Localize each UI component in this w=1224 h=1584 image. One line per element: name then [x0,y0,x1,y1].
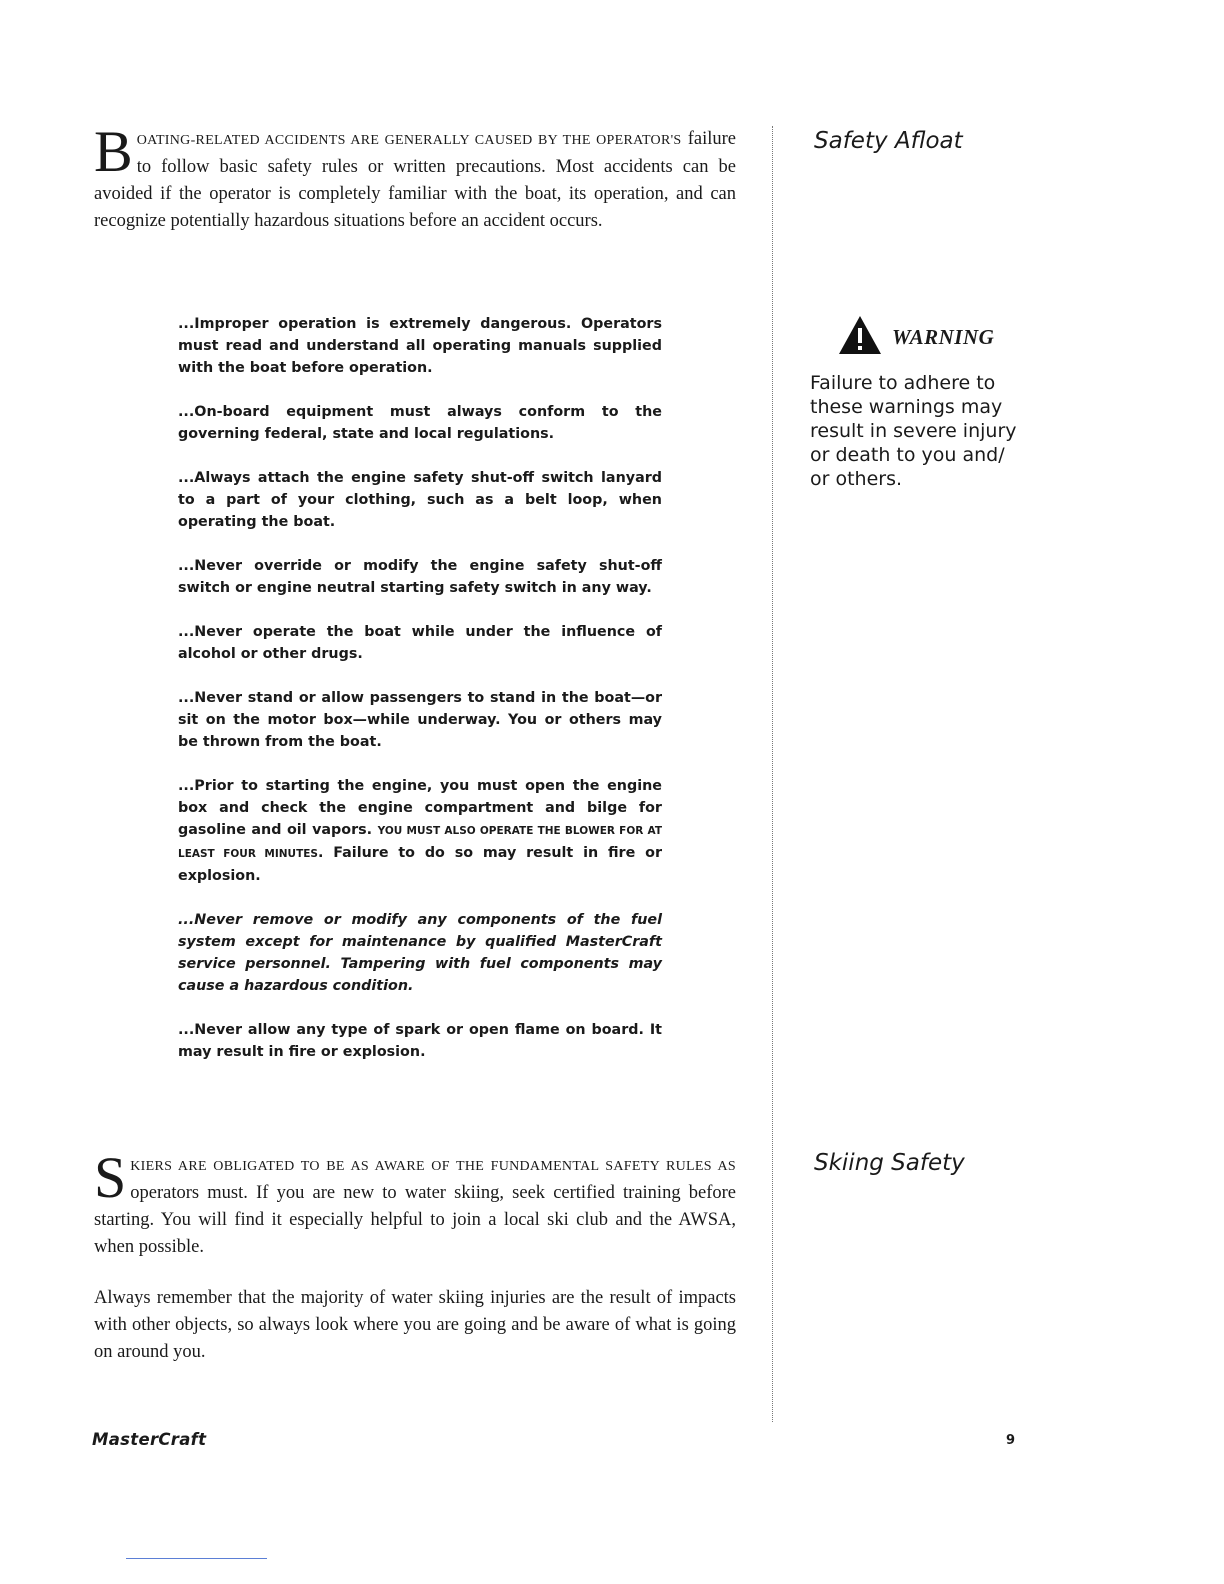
warning-item-lanyard: ...Always attach the engine safety shut-off switch lanyard to a part of your clothing, such as a belt loop, when operating the boat. [178,470,662,530]
skiing-safety-p2: Always remember that the majority of water skiing injuries are the result of impacts with other objects, so always look where you are going and be aware of what is going on around you. [94,1288,736,1362]
warning-item-safety-switch: ...Never override or modify the engine safety shut-off switch or engine neutral starting safety switch in any way. [178,558,662,596]
heading-safety-afloat: Safety Afloat [814,128,963,154]
warning-item-alcohol: ...Never operate the boat while under the influence of alcohol or other drugs. [178,624,662,662]
safety-warnings-list [178,313,662,1085]
column-divider [772,126,773,1422]
bottom-rule [126,1558,267,1559]
skiing-safety-p1 [94,1145,736,1261]
blower-tail: . Failure to do so may result in fire or explosion. [178,845,662,884]
blower-lead: ...Prior to starting the engine, you must open the engine box and check the engine compartment and bilge for gasoline and oil vapors. [178,778,662,838]
safety-afloat-intro [94,119,736,235]
warning-item-onboard-equipment: ...On-board equipment must always conform to the governing federal, state and local regulations. [178,404,662,442]
intro-text: failure to follow basic safety rules or written precautions. Most accidents can be avoided if the operator is completely familiar with the boat, its operation, and can recognize potentially hazardous situations before an accident occurs. [94,129,736,231]
dropcap-s: S [94,1145,127,1210]
warning-header [834,315,1034,359]
warning-item-spark: ...Never allow any type of spark or open flame on board. It may result in fire or explosion. [178,1022,662,1060]
warning-item-standing: ...Never stand or allow passengers to stand in the boat—or sit on the motor box—while underway. You or others may be thrown from the boat. [178,690,662,750]
warning-text: Failure to adhere to these warnings may result in severe injury or death to you and/ or others. [810,372,1017,490]
ski-smallcaps-lead: KIERS ARE OBLIGATED TO BE AS AWARE OF THE FUNDAMENTAL SAFETY RULES AS [130,1159,736,1174]
warning-item-fuel-system: ...Never remove or modify any components of the fuel system except for maintenance by qualified MasterCraft service personnel. Tampering with fuel components may cause a hazardous condition. [178,912,662,994]
warning-triangle-icon [838,315,882,355]
ski-p1-text: operators must. If you are new to water skiing, seek certified training before starting. You will find it especially helpful to join a local ski club and the AWSA, when possible. [94,1183,736,1257]
dropcap-b: B [94,119,133,184]
warning-label: WARNING [892,325,995,349]
page-number: 9 [1006,1433,1016,1448]
mastercraft-logo: MasterCraft [92,1430,207,1449]
warning-item-blower [178,775,662,887]
heading-skiing-safety: Skiing Safety [814,1150,965,1176]
warning-item-improper-operation: ...Improper operation is extremely dangerous. Operators must read and understand all operating manuals supplied with the boat before operation. [178,316,662,376]
blower-smallcaps: YOU MUST ALSO OPERATE THE BLOWER FOR AT LEAST FOUR MINUTES [178,825,662,860]
intro-smallcaps-lead: OATING-RELATED ACCIDENTS ARE GENERALLY CAUSED BY THE OPERATOR'S [136,133,682,148]
